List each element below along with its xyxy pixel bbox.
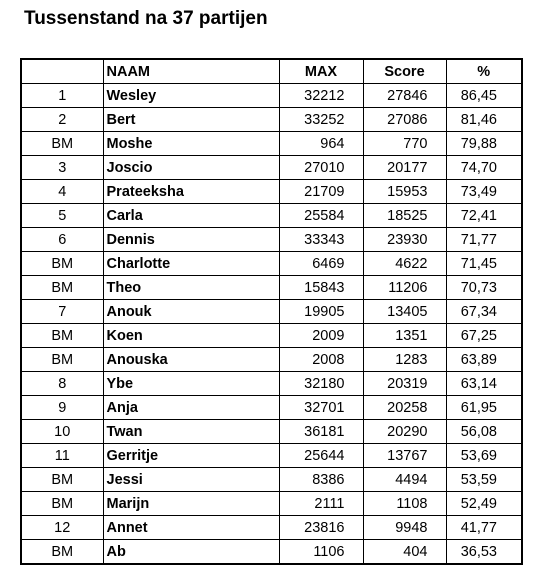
- cell-score: 4622: [363, 252, 446, 276]
- cell-max: 32701: [279, 396, 363, 420]
- cell-pct: 71,45: [446, 252, 522, 276]
- cell-name: Gerritje: [103, 444, 279, 468]
- cell-max: 21709: [279, 180, 363, 204]
- cell-score: 20258: [363, 396, 446, 420]
- cell-max: 36181: [279, 420, 363, 444]
- cell-rank: BM: [21, 540, 103, 565]
- cell-rank: BM: [21, 324, 103, 348]
- cell-max: 2009: [279, 324, 363, 348]
- cell-score: 13405: [363, 300, 446, 324]
- cell-pct: 56,08: [446, 420, 522, 444]
- cell-max: 33343: [279, 228, 363, 252]
- cell-name: Bert: [103, 108, 279, 132]
- table-row: [21, 156, 522, 180]
- cell-score: 9948: [363, 516, 446, 540]
- cell-score: 4494: [363, 468, 446, 492]
- cell-score: 23930: [363, 228, 446, 252]
- cell-pct: 73,49: [446, 180, 522, 204]
- header-max: MAX: [279, 59, 363, 84]
- cell-rank: 8: [21, 372, 103, 396]
- cell-rank: 5: [21, 204, 103, 228]
- header-score: Score: [363, 59, 446, 84]
- cell-max: 25644: [279, 444, 363, 468]
- cell-rank: BM: [21, 468, 103, 492]
- table-row: [21, 492, 522, 516]
- table-row: [21, 276, 522, 300]
- header-name: NAAM: [103, 59, 279, 84]
- table-row: [21, 132, 522, 156]
- standings-table: [20, 58, 523, 565]
- table-row: [21, 228, 522, 252]
- cell-rank: 3: [21, 156, 103, 180]
- cell-score: 1283: [363, 348, 446, 372]
- cell-pct: 71,77: [446, 228, 522, 252]
- cell-score: 18525: [363, 204, 446, 228]
- cell-name: Dennis: [103, 228, 279, 252]
- table-row: [21, 204, 522, 228]
- cell-rank: 6: [21, 228, 103, 252]
- cell-score: 27846: [363, 84, 446, 108]
- cell-name: Anouk: [103, 300, 279, 324]
- cell-name: Joscio: [103, 156, 279, 180]
- cell-score: 1108: [363, 492, 446, 516]
- cell-pct: 53,69: [446, 444, 522, 468]
- cell-name: Theo: [103, 276, 279, 300]
- cell-name: Ab: [103, 540, 279, 565]
- cell-rank: 9: [21, 396, 103, 420]
- cell-pct: 67,34: [446, 300, 522, 324]
- cell-max: 33252: [279, 108, 363, 132]
- cell-name: Anouska: [103, 348, 279, 372]
- table-row: [21, 372, 522, 396]
- cell-max: 2008: [279, 348, 363, 372]
- cell-pct: 67,25: [446, 324, 522, 348]
- cell-name: Prateeksha: [103, 180, 279, 204]
- cell-pct: 52,49: [446, 492, 522, 516]
- cell-max: 32180: [279, 372, 363, 396]
- cell-max: 964: [279, 132, 363, 156]
- cell-pct: 70,73: [446, 276, 522, 300]
- cell-score: 770: [363, 132, 446, 156]
- cell-rank: 1: [21, 84, 103, 108]
- table-row: [21, 252, 522, 276]
- cell-max: 27010: [279, 156, 363, 180]
- cell-rank: 2: [21, 108, 103, 132]
- cell-pct: 81,46: [446, 108, 522, 132]
- cell-score: 1351: [363, 324, 446, 348]
- standings-body: [21, 84, 522, 565]
- cell-name: Marijn: [103, 492, 279, 516]
- cell-score: 20319: [363, 372, 446, 396]
- cell-max: 25584: [279, 204, 363, 228]
- table-row: [21, 444, 522, 468]
- cell-max: 2111: [279, 492, 363, 516]
- cell-score: 20290: [363, 420, 446, 444]
- table-row: [21, 540, 522, 565]
- table-row: [21, 300, 522, 324]
- cell-score: 27086: [363, 108, 446, 132]
- cell-rank: BM: [21, 132, 103, 156]
- cell-pct: 63,89: [446, 348, 522, 372]
- cell-rank: 10: [21, 420, 103, 444]
- cell-max: 1106: [279, 540, 363, 565]
- header-row: [21, 59, 522, 84]
- cell-rank: BM: [21, 348, 103, 372]
- cell-rank: 4: [21, 180, 103, 204]
- cell-pct: 36,53: [446, 540, 522, 565]
- table-row: [21, 180, 522, 204]
- cell-name: Carla: [103, 204, 279, 228]
- table-row: [21, 516, 522, 540]
- header-rank: [21, 59, 103, 84]
- cell-name: Charlotte: [103, 252, 279, 276]
- cell-pct: 41,77: [446, 516, 522, 540]
- table-row: [21, 84, 522, 108]
- cell-rank: BM: [21, 276, 103, 300]
- cell-pct: 86,45: [446, 84, 522, 108]
- cell-max: 32212: [279, 84, 363, 108]
- cell-max: 8386: [279, 468, 363, 492]
- cell-score: 20177: [363, 156, 446, 180]
- table-row: [21, 324, 522, 348]
- cell-max: 19905: [279, 300, 363, 324]
- cell-rank: BM: [21, 492, 103, 516]
- cell-name: Wesley: [103, 84, 279, 108]
- cell-name: Anja: [103, 396, 279, 420]
- cell-name: Twan: [103, 420, 279, 444]
- cell-pct: 74,70: [446, 156, 522, 180]
- table-row: [21, 468, 522, 492]
- page-title: Tussenstand na 37 partijen: [24, 8, 268, 29]
- cell-rank: 7: [21, 300, 103, 324]
- table-row: [21, 348, 522, 372]
- cell-name: Annet: [103, 516, 279, 540]
- cell-pct: 79,88: [446, 132, 522, 156]
- cell-score: 15953: [363, 180, 446, 204]
- cell-name: Jessi: [103, 468, 279, 492]
- cell-rank: 12: [21, 516, 103, 540]
- cell-pct: 63,14: [446, 372, 522, 396]
- table-row: [21, 420, 522, 444]
- table-row: [21, 396, 522, 420]
- cell-name: Koen: [103, 324, 279, 348]
- cell-max: 23816: [279, 516, 363, 540]
- cell-rank: BM: [21, 252, 103, 276]
- cell-pct: 53,59: [446, 468, 522, 492]
- cell-pct: 61,95: [446, 396, 522, 420]
- cell-name: Moshe: [103, 132, 279, 156]
- cell-score: 11206: [363, 276, 446, 300]
- cell-name: Ybe: [103, 372, 279, 396]
- cell-max: 6469: [279, 252, 363, 276]
- cell-score: 13767: [363, 444, 446, 468]
- cell-score: 404: [363, 540, 446, 565]
- header-pct: %: [446, 59, 522, 84]
- table-row: [21, 108, 522, 132]
- cell-rank: 11: [21, 444, 103, 468]
- cell-max: 15843: [279, 276, 363, 300]
- cell-pct: 72,41: [446, 204, 522, 228]
